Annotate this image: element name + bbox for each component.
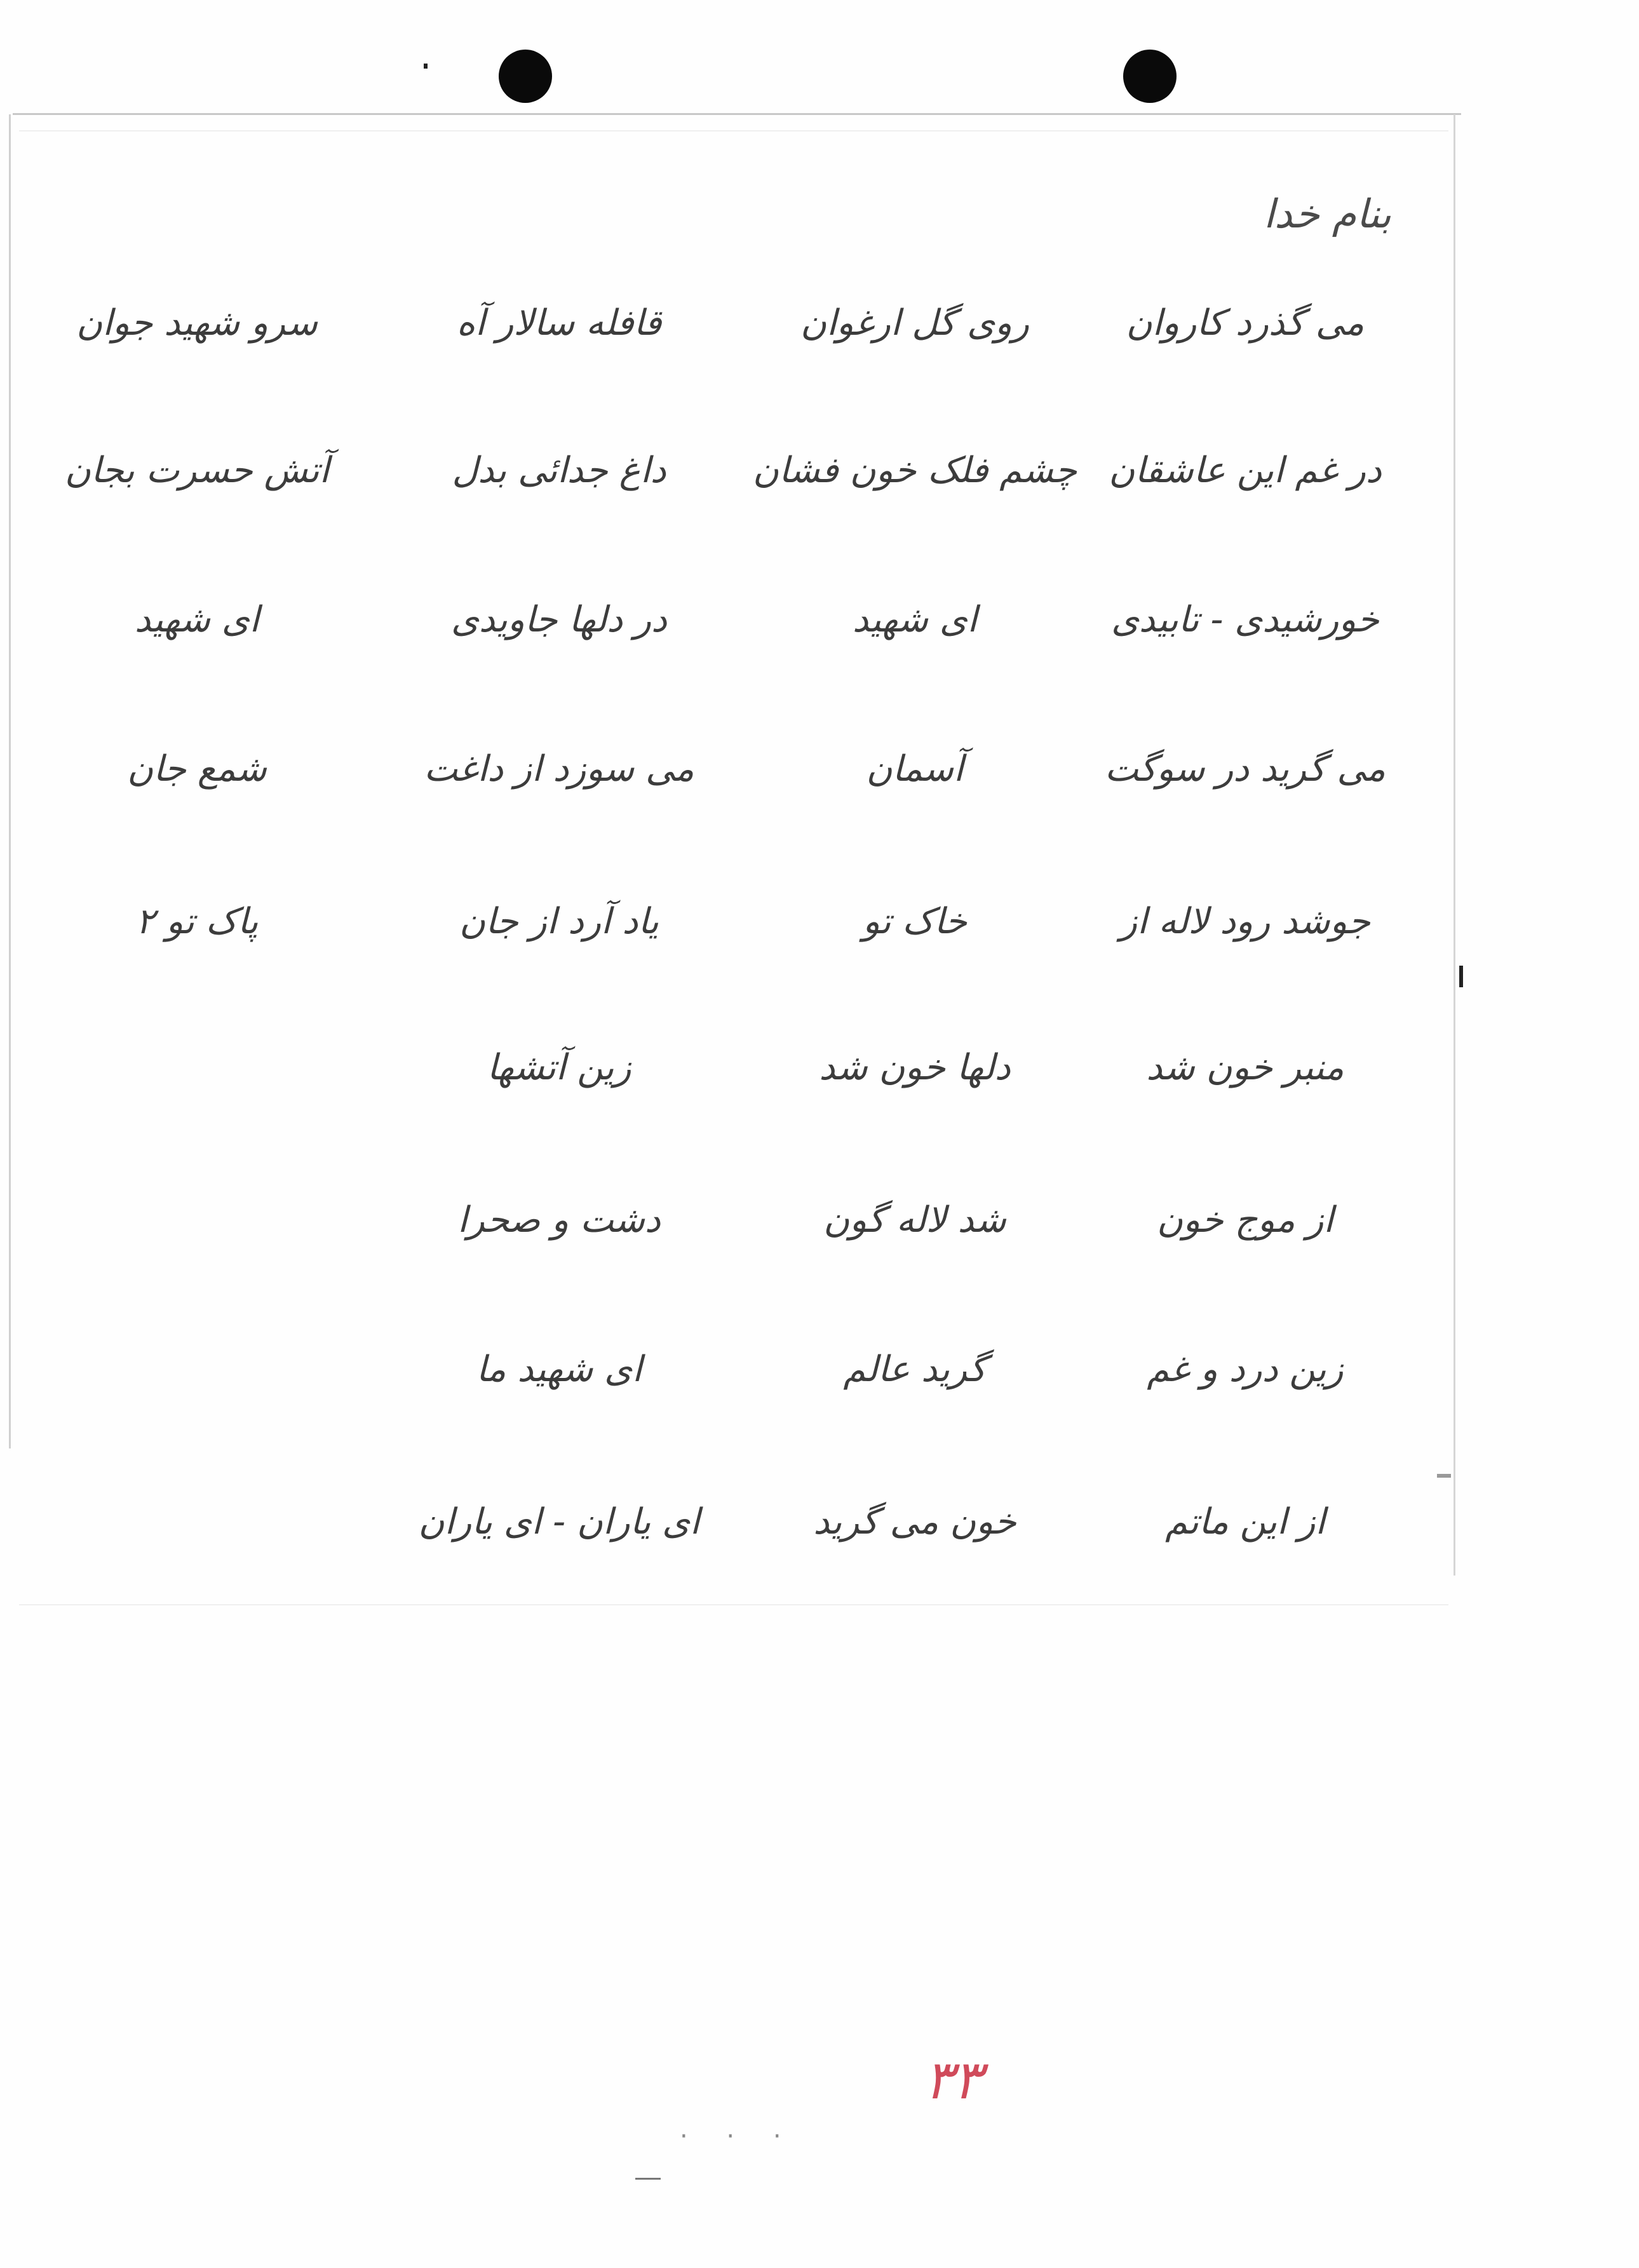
poem-phrase: دلها خون شد xyxy=(819,1046,1011,1088)
poem-row xyxy=(0,870,1639,972)
poem-phrase: از موج خون xyxy=(1157,1199,1333,1241)
poem-phrase: می گرید در سوگت xyxy=(1104,748,1386,790)
poem-row xyxy=(0,419,1639,521)
ink-speck xyxy=(424,64,428,69)
poem-phrase: شد لاله گون xyxy=(823,1199,1006,1241)
scan-dash xyxy=(635,2178,661,2180)
poem-phrase: گرید عالم xyxy=(843,1348,987,1390)
poem-row xyxy=(0,1016,1639,1118)
poem-phrase: داغ جدائی بدل xyxy=(452,449,666,491)
margin-mark xyxy=(1459,966,1463,987)
poem-phrase: خاک تو xyxy=(862,900,968,942)
poem-phrase: می سوزد از داغت xyxy=(424,748,694,790)
poem-row xyxy=(0,1169,1639,1271)
poem-phrase: ای شهید xyxy=(134,598,260,640)
poem-phrase: ای یاران - ای یاران xyxy=(418,1501,700,1542)
poem-phrase: پاک تو ۲ xyxy=(135,900,259,942)
poem-phrase: قافله سالار آه xyxy=(456,302,662,344)
poem-row xyxy=(0,569,1639,670)
poem-phrase xyxy=(19,1169,375,1271)
poem-phrase: شمع جان xyxy=(127,748,267,790)
poem-phrase: یاد آرد از جان xyxy=(459,900,659,942)
poem-phrase: در غم این عاشقان xyxy=(1109,449,1382,491)
poem-phrase: آتش حسرت بجان xyxy=(64,449,330,491)
poem-phrase: زین درد و غم xyxy=(1147,1348,1344,1390)
poem-phrase: در دلها جاویدی xyxy=(451,598,667,640)
poem-phrase xyxy=(19,1318,375,1420)
poem-phrase: روی گل ارغوان xyxy=(800,302,1030,344)
poem-row xyxy=(0,272,1639,374)
punch-hole-right xyxy=(1123,50,1177,103)
poem-phrase: جوشد رود لاله از xyxy=(1120,900,1370,942)
poem-phrase xyxy=(19,1471,375,1572)
page-number: ۳۳ xyxy=(924,2049,982,2111)
poem-row xyxy=(0,718,1639,820)
poem-phrase: ای شهید xyxy=(852,598,978,640)
poem-phrase: می گذرد کاروان xyxy=(1126,302,1365,344)
poem-row xyxy=(0,1318,1639,1420)
poem-phrase xyxy=(19,1016,375,1118)
scan-specks: · · · xyxy=(680,2122,797,2151)
poem-phrase: منبر خون شد xyxy=(1146,1046,1344,1088)
poem-phrase: از این ماتم xyxy=(1165,1501,1325,1542)
poem-title: بنام خدا xyxy=(1263,191,1391,237)
poem-phrase: خورشیدی - تابیدی xyxy=(1111,598,1379,640)
ruled-line xyxy=(19,130,1448,132)
poem-phrase: خون می گرید xyxy=(813,1501,1016,1542)
poem-row xyxy=(0,1471,1639,1572)
poem-phrase: ای شهید ما xyxy=(476,1348,642,1390)
page-edge-top xyxy=(13,113,1461,115)
poem-phrase: زین آتشها xyxy=(487,1046,631,1088)
poem-phrase: آسمان xyxy=(866,748,964,790)
poem-phrase: سرو شهید جوان xyxy=(76,302,318,344)
margin-mark xyxy=(1437,1474,1451,1478)
punch-hole-left xyxy=(499,50,552,103)
poem-phrase: دشت و صحرا xyxy=(457,1199,661,1241)
poem-phrase: چشم فلک خون فشان xyxy=(752,449,1077,491)
ruled-line xyxy=(19,1604,1448,1605)
